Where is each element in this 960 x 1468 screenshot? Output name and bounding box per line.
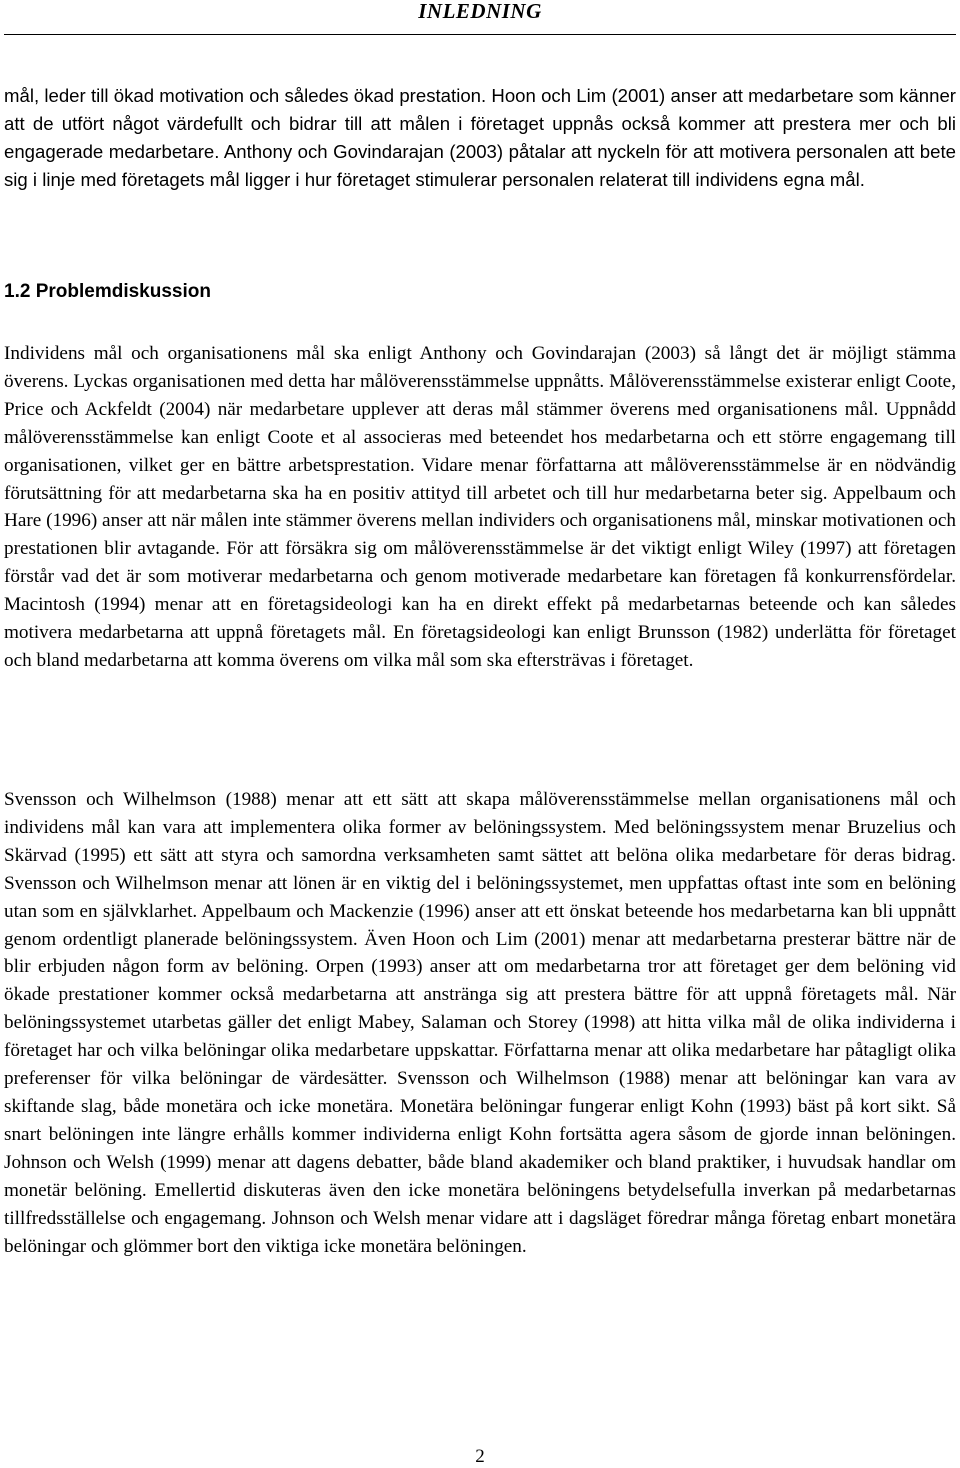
header-rule — [4, 34, 956, 35]
body-paragraph-3: Svensson och Wilhelmson (1988) menar att ett sätt att skapa målöverensstämmelse mellan organisationens mål och individens mål kan vara att implementera olika former av belöningssystem. Med belöningssystem menar Bruzelius och Skärvad (1995) ett sätt att styra och samordna verksamheten samt sättet att belöna olika medarbetare för deras bidrag. Svensson och Wilhelmson menar att lönen är en viktig del i belöningssystemet, men uppfattas oftast inte som en belöning utan som en självklarhet. Appelbaum och Mackenzie (1996) anser att ett önskat beteende hos medarbetarna kan bli uppnått genom ordentligt planerade belöningssystem. Även Hoon och Lim (2001) menar att medarbetarna presterar bättre när de blir erbjuden någon form av belöning. Orpen (1993) anser att om medarbetarna tror att företaget ger dem belöning vid ökade prestationer kommer också medarbetarna att anstränga sig att prestera bättre för att uppnå företagets mål. När belöningssystemet utarbetas gäller det enligt Mabey, Salaman och Storey (1998) att hitta vilka mål de olika individerna i företaget har och vilka belöningar olika medarbetare uppskattar. Författarna menar att olika medarbetare har påtagligt olika preferenser för vilka belöningar de värdesätter. Svensson och Wilhelmson (1988) menar att belöningar kan vara av skiftande slag, både monetära och icke monetära. Monetära belöningar fungerar enligt Kohn (1993) bäst på kort sikt. Så snart belöningen inte längre erhålls kommer individerna enligt Kohn fortsätta agera såsom de gjorde innan belöningen. Johnson och Welsh (1999) menar att dagens debatter, både bland akademiker och bland praktiker, i huvudsak handlar om monetär belöning. Emellertid diskuteras även den icke monetära belöningens betydelsefulla inverkan på medarbetarnas tillfredsställelse och engagemang. Johnson och Welsh menar vidare att i dagsläget föredrar många företag enbart monetära belöningar och glömmer bort den viktiga icke monetära belöningen. — [4, 789, 956, 1257]
page-number: 2 — [475, 1446, 485, 1467]
running-header: INLEDNING — [418, 0, 542, 23]
body-paragraph-1: mål, leder till ökad motivation och således ökad prestation. Hoon och Lim (2001) anser att medarbetare som känner att de utfört något värdefullt och bidrar till att målen i företaget uppnås också kommer att prestera mer och bli engagerade medarbetare. Anthony och Govindarajan (2003) påtalar att nyckeln för att motivera personalen att bete sig i linje med företagets mål ligger i hur företaget stimulerar personalen relaterat till individens egna mål. — [4, 85, 956, 190]
body-paragraph-2: Individens mål och organisationens mål ska enligt Anthony och Govindarajan (2003) så långt det är möjligt stämma överens. Lyckas organisationen med detta har målöverensstämmelse uppnåtts. Målöverensstämmelse existerar enligt Coote, Price och Ackfeldt (2004) när medarbetare upplever att deras mål stämmer överens med organisationens mål. Uppnådd målöverensstämmelse kan enligt Coote et al associeras med beteendet hos medarbetarna och ett större engagemang till organisationen, vilket ger en bättre arbetsprestation. Vidare menar författarna att målöverensstämmelse är en nödvändig förutsättning för att medarbetarna ska ha en positiv attityd till arbetet och till hur medarbetarna beter sig. Appelbaum och Hare (1996) anser att när målen inte stämmer överens mellan individers och organisationens mål, minskar motivationen och prestationen blir avtagande. För att försäkra sig om målöverensstämmelse är det viktigt enligt Wiley (1997) att företagen förstår vad det är som motiverar medarbetarna och genom motiverade medarbetare kan företagen få konkurrensfördelar. Macintosh (1994) menar att en företagsideologi kan ha en direkt effekt på medarbetarnas beteende och kan således motivera medarbetarna att uppnå företagets mål. En företagsideologi kan enligt Brunsson (1982) underlätta för företaget och bland medarbetarna att komma överens om vilka mål som ska eftersträvas i företaget. — [4, 343, 956, 671]
section-heading: 1.2 Problemdiskussion — [4, 281, 211, 302]
